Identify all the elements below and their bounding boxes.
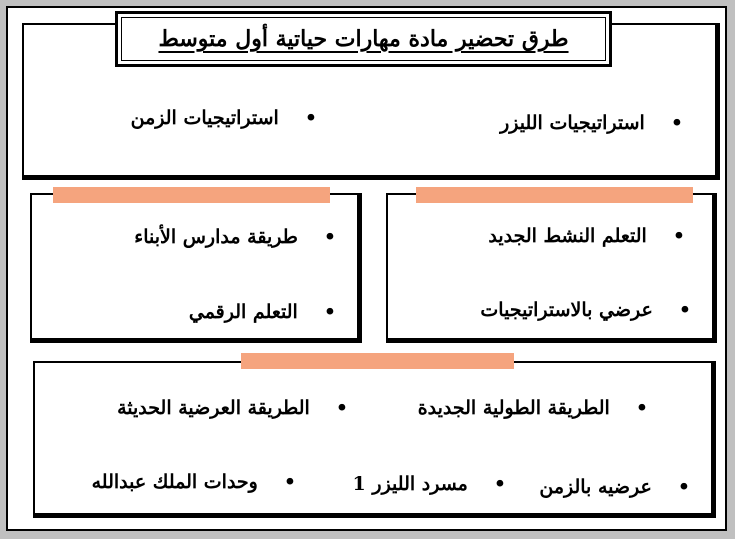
- list-item: [539, 478, 690, 497]
- list-item: [92, 473, 296, 492]
- bullet-icon: •: [323, 226, 336, 248]
- bullet-icon: •: [283, 471, 296, 493]
- list-item: [500, 114, 683, 133]
- bullet-icon: •: [677, 476, 690, 498]
- accent-bar: [53, 187, 330, 203]
- list-item: [418, 399, 648, 418]
- item-label: وحدات الملك عبدالله: [91, 471, 258, 493]
- item-label: الطريقة الطولية الجديدة: [417, 397, 610, 419]
- item-label: الطريقة العرضية الحديثة: [117, 397, 310, 419]
- item-label: استراتيجيات الليزر: [500, 112, 645, 134]
- accent-bar: [241, 353, 514, 369]
- bullet-icon: •: [335, 397, 348, 419]
- item-label: مسرد الليزر 1: [352, 473, 468, 495]
- bullet-icon: •: [323, 301, 336, 323]
- bullet-icon: •: [678, 299, 691, 321]
- bullet-icon: •: [672, 225, 685, 247]
- list-item: [117, 399, 348, 418]
- title-box: [115, 11, 612, 67]
- list-item: [189, 303, 336, 322]
- bullet-icon: •: [493, 473, 506, 495]
- item-label: استراتيجيات الزمن: [130, 107, 279, 129]
- accent-bar: [416, 187, 693, 203]
- item-label: عرضي بالاستراتيجيات: [480, 299, 653, 321]
- list-item: [134, 228, 336, 247]
- item-label: التعلم الرقمي: [188, 301, 298, 323]
- item-label: عرضيه بالزمن: [539, 476, 652, 498]
- page-title: طرق تحضير مادة مهارات حياتية أول متوسط: [158, 26, 569, 52]
- item-label: التعلم النشط الجديد: [488, 225, 647, 247]
- title-inner-frame: [121, 17, 606, 61]
- list-item: [353, 475, 506, 494]
- list-item: [488, 227, 685, 246]
- bullet-icon: •: [635, 397, 648, 419]
- list-item: [131, 109, 317, 128]
- bullet-icon: •: [670, 112, 683, 134]
- list-item: [480, 301, 691, 320]
- bullet-icon: •: [304, 107, 317, 129]
- item-label: طريقة مدارس الأبناء: [134, 226, 298, 248]
